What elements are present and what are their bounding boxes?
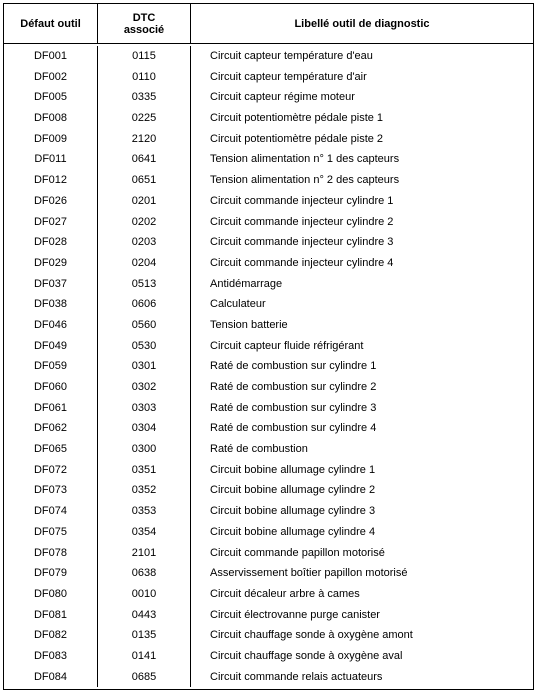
dtc-cell: 0010 — [98, 584, 191, 605]
fault-code-cell: DF079 — [4, 563, 98, 584]
fault-code-cell: DF065 — [4, 439, 98, 460]
table-row — [4, 667, 533, 688]
dtc-cell: 0443 — [98, 605, 191, 626]
label-cell: Circuit bobine allumage cylindre 1 — [210, 463, 376, 476]
fault-code-cell: DF037 — [4, 274, 98, 295]
dtc-cell: 0302 — [98, 377, 191, 398]
table-row — [4, 274, 533, 295]
fault-code-cell: DF011 — [4, 149, 98, 170]
fault-code-cell: DF074 — [4, 501, 98, 522]
table-header — [4, 4, 533, 44]
dtc-cell: 0135 — [98, 625, 191, 646]
dtc-cell: 0225 — [98, 108, 191, 129]
dtc-cell: 0141 — [98, 646, 191, 667]
fault-code-cell: DF061 — [4, 398, 98, 419]
table-row — [4, 191, 533, 212]
header-label: Libellé outil de diagnostic — [294, 17, 430, 30]
label-cell: Tension alimentation n° 2 des capteurs — [210, 174, 400, 187]
diagnostic-table — [3, 3, 534, 690]
fault-code-cell: DF029 — [4, 253, 98, 274]
table-row — [4, 418, 533, 439]
label-cell: Raté de combustion sur cylindre 2 — [210, 381, 377, 393]
label-cell: Circuit capteur régime moteur — [210, 91, 355, 104]
table-row — [4, 67, 533, 88]
label-cell: Circuit commande papillon motorisé — [210, 546, 385, 559]
label-cell: Circuit bobine allumage cylindre 3 — [210, 505, 376, 518]
fault-code-cell: DF005 — [4, 87, 98, 108]
table-row — [4, 543, 533, 564]
dtc-cell: 0304 — [98, 418, 191, 439]
dtc-cell: 0354 — [98, 522, 191, 543]
table-row — [4, 149, 533, 170]
fault-code-cell: DF046 — [4, 315, 98, 336]
dtc-cell: 0352 — [98, 480, 191, 501]
table-body — [4, 44, 533, 689]
dtc-cell: 0651 — [98, 170, 191, 191]
table-row — [4, 294, 533, 315]
label-cell: Circuit commande injecteur cylindre 4 — [210, 256, 394, 269]
label-cell: Circuit décaleur arbre à cames — [210, 587, 360, 600]
dtc-cell: 0301 — [98, 356, 191, 377]
fault-code-cell: DF073 — [4, 480, 98, 501]
dtc-cell: 0560 — [98, 315, 191, 336]
dtc-cell: 0201 — [98, 191, 191, 212]
dtc-cell: 0353 — [98, 501, 191, 522]
table-row — [4, 501, 533, 522]
dtc-cell: 0303 — [98, 398, 191, 419]
dtc-cell: 0204 — [98, 253, 191, 274]
dtc-cell: 0203 — [98, 232, 191, 253]
dtc-cell: 2101 — [98, 543, 191, 564]
dtc-cell: 0606 — [98, 294, 191, 315]
table-row — [4, 232, 533, 253]
table-row — [4, 87, 533, 108]
fault-code-cell: DF062 — [4, 418, 98, 439]
label-cell: Circuit commande injecteur cylindre 2 — [210, 215, 394, 228]
label-cell: Circuit bobine allumage cylindre 2 — [210, 484, 376, 497]
fault-code-cell: DF002 — [4, 67, 98, 88]
label-cell: Circuit commande injecteur cylindre 1 — [210, 194, 394, 207]
label-cell: Circuit chauffage sonde à oxygène amont — [210, 629, 413, 642]
table-row — [4, 646, 533, 667]
header-dtc — [98, 4, 191, 43]
label-cell: Circuit commande injecteur cylindre 3 — [210, 236, 394, 249]
label-cell: Circuit chauffage sonde à oxygène aval — [210, 649, 403, 662]
dtc-cell: 0638 — [98, 563, 191, 584]
fault-code-cell: DF009 — [4, 129, 98, 150]
fault-code-cell: DF080 — [4, 584, 98, 605]
header-dtc-line2: associé — [123, 23, 165, 36]
label-cell: Circuit capteur température d'eau — [210, 50, 373, 62]
fault-code-cell: DF027 — [4, 212, 98, 233]
header-dtc-line1: DTC — [132, 11, 156, 24]
label-cell: Raté de combustion — [210, 443, 308, 456]
table-row — [4, 212, 533, 233]
dtc-cell: 0202 — [98, 212, 191, 233]
table-row — [4, 398, 533, 419]
label-cell: Calculateur — [210, 298, 266, 311]
fault-code-cell: DF075 — [4, 522, 98, 543]
table-row — [4, 605, 533, 626]
fault-code-cell: DF060 — [4, 377, 98, 398]
table-row — [4, 460, 533, 481]
table-row — [4, 377, 533, 398]
fault-code-cell: DF083 — [4, 646, 98, 667]
fault-code-cell: DF038 — [4, 294, 98, 315]
label-cell: Circuit capteur fluide réfrigérant — [210, 339, 364, 352]
table-row — [4, 480, 533, 501]
fault-code-cell: DF072 — [4, 460, 98, 481]
dtc-cell: 2120 — [98, 129, 191, 150]
dtc-cell: 0300 — [98, 439, 191, 460]
fault-code-cell: DF082 — [4, 625, 98, 646]
table-row — [4, 522, 533, 543]
dtc-cell: 0685 — [98, 667, 191, 688]
dtc-cell: 0110 — [98, 67, 191, 88]
dtc-cell: 0351 — [98, 460, 191, 481]
label-cell: Asservissement boîtier papillon motorisé — [210, 567, 408, 580]
label-cell: Raté de combustion sur cylindre 1 — [210, 360, 377, 373]
table-row — [4, 129, 533, 150]
label-cell: Tension alimentation n° 1 des capteurs — [210, 153, 400, 166]
table-row — [4, 315, 533, 336]
label-cell: Circuit capteur température d'air — [210, 70, 367, 83]
header-fault-code: Défaut outil — [4, 4, 98, 43]
label-cell: Tension batterie — [210, 318, 288, 331]
fault-code-cell: DF028 — [4, 232, 98, 253]
table-row — [4, 170, 533, 191]
table-row — [4, 563, 533, 584]
table-row — [4, 253, 533, 274]
fault-code-cell: DF001 — [4, 46, 98, 67]
fault-code-cell: DF026 — [4, 191, 98, 212]
fault-code-cell: DF049 — [4, 336, 98, 357]
dtc-cell: 0335 — [98, 87, 191, 108]
fault-code-cell: DF008 — [4, 108, 98, 129]
label-cell: Circuit potentiomètre pédale piste 2 — [210, 132, 384, 145]
table-row — [4, 625, 533, 646]
table-row — [4, 108, 533, 129]
fault-code-cell: DF012 — [4, 170, 98, 191]
label-cell: Circuit électrovanne purge canister — [210, 608, 380, 621]
fault-code-cell: DF078 — [4, 543, 98, 564]
label-cell: Raté de combustion sur cylindre 4 — [210, 422, 377, 435]
dtc-cell: 0641 — [98, 149, 191, 170]
table-row — [4, 46, 533, 67]
dtc-cell: 0513 — [98, 274, 191, 295]
dtc-cell: 0530 — [98, 336, 191, 357]
label-cell: Antidémarrage — [210, 277, 283, 290]
table-row — [4, 584, 533, 605]
fault-code-cell: DF084 — [4, 667, 98, 688]
label-cell: Raté de combustion sur cylindre 3 — [210, 401, 377, 414]
table-row — [4, 356, 533, 377]
table-row — [4, 336, 533, 357]
dtc-cell: 0115 — [98, 46, 191, 67]
fault-code-cell: DF081 — [4, 605, 98, 626]
label-cell: Circuit potentiomètre pédale piste 1 — [210, 112, 384, 125]
fault-code-cell: DF059 — [4, 356, 98, 377]
label-cell: Circuit commande relais actuateurs — [210, 670, 383, 683]
label-cell: Circuit bobine allumage cylindre 4 — [210, 525, 376, 538]
table-row — [4, 439, 533, 460]
